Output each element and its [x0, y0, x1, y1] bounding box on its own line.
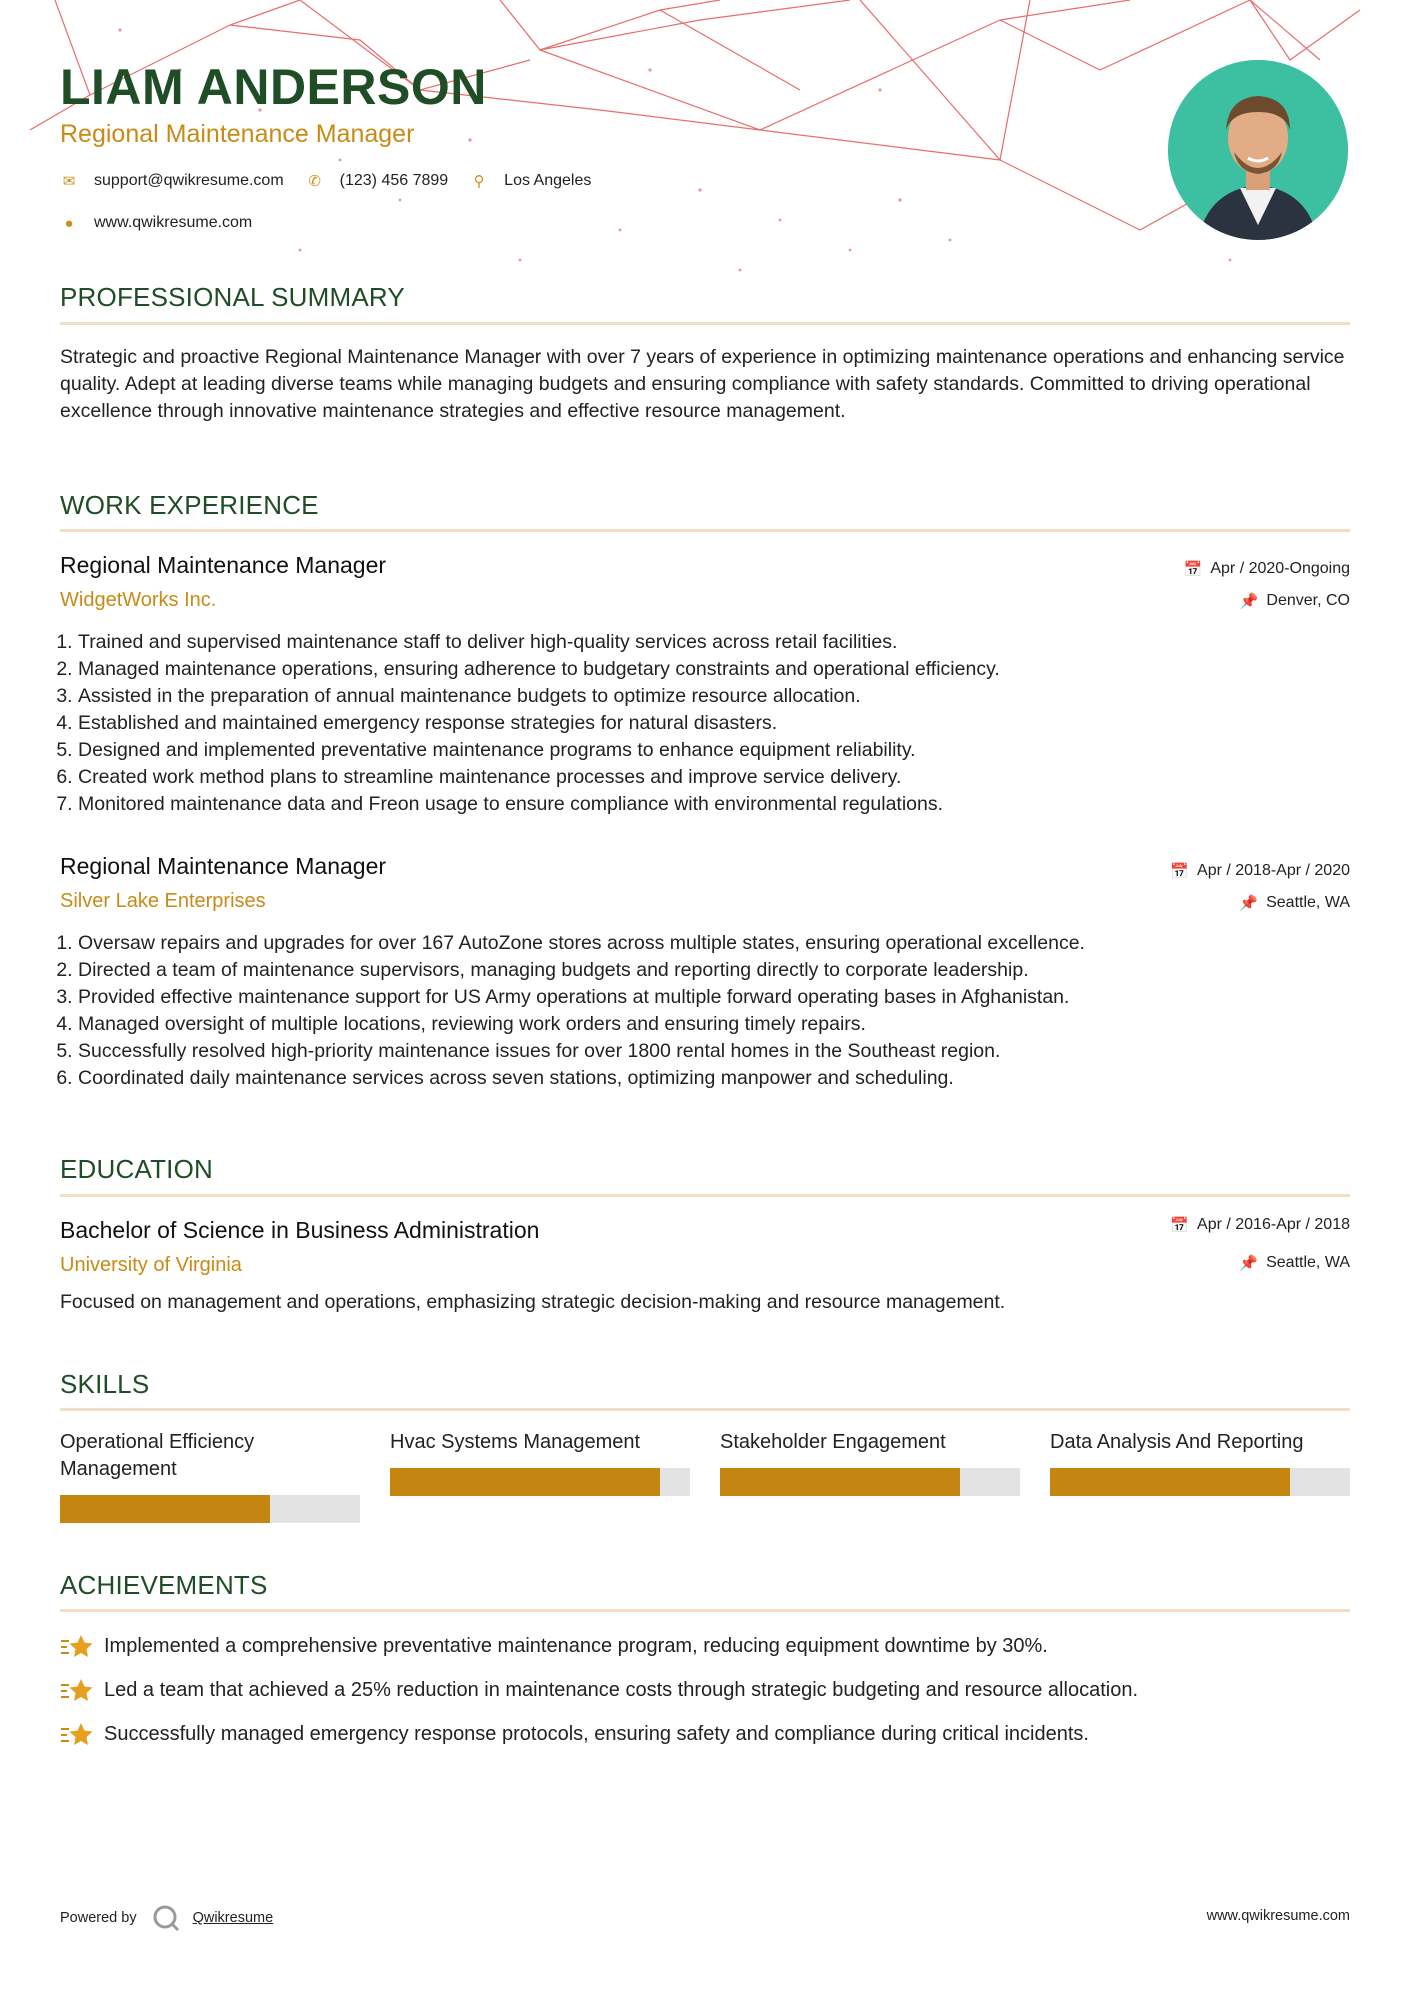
job-company: Silver Lake Enterprises	[60, 890, 266, 912]
contact-phone	[306, 172, 449, 190]
list-item: 5. Designed and implemented preventative maintenance programs to enhance equipment reliability.	[78, 737, 1348, 764]
achievement-text: Successfully managed emergency response protocols, ensuring safety and compliance during critical incidents.	[104, 1722, 1089, 1745]
skill-item	[1050, 1429, 1350, 1456]
achievements-heading: ACHIEVEMENTS	[60, 1570, 268, 1600]
profile-photo	[1168, 60, 1348, 240]
envelope-icon: ✉	[62, 173, 76, 190]
star-badge-icon	[60, 1632, 94, 1660]
summary-heading: PROFESSIONAL SUMMARY	[60, 282, 405, 312]
calendar-icon: 📅	[1170, 863, 1190, 880]
list-item: 5. Successfully resolved high-priority maintenance issues for over 1800 rental homes in the Southeast region.	[78, 1038, 1348, 1065]
location-text: Los Angeles	[504, 172, 592, 189]
phone-text: (123) 456 7899	[339, 172, 449, 189]
job-location	[1240, 592, 1350, 610]
job-dates-text: Apr / 2018-Apr / 2020	[1197, 862, 1350, 879]
skills-heading: SKILLS	[60, 1369, 150, 1399]
footer-powered-by	[60, 1903, 273, 1933]
job-title: Regional Maintenance Manager	[60, 853, 387, 879]
achievement-item	[60, 1676, 1138, 1704]
brand-link[interactable]: Qwikresume	[192, 1910, 274, 1926]
skill-bar-fill	[390, 1468, 660, 1496]
skill-bar	[1050, 1468, 1350, 1496]
experience-divider	[60, 529, 1350, 532]
job-responsibilities	[60, 930, 1348, 1092]
contact-website[interactable]	[60, 214, 252, 232]
job-location-text: Denver, CO	[1266, 592, 1350, 609]
list-item: 4. Established and maintained emergency response strategies for natural disasters.	[78, 710, 1348, 737]
education-dates	[1170, 1216, 1350, 1234]
job-location	[1239, 894, 1350, 912]
calendar-icon: 📅	[1183, 561, 1203, 578]
list-item: 3. Assisted in the preparation of annual maintenance budgets to optimize resource allocation.	[78, 683, 1348, 710]
list-item: 2. Directed a team of maintenance supervisors, managing budgets and reporting directly to corporate leadership.	[78, 957, 1348, 984]
star-badge-icon	[60, 1720, 94, 1748]
website-text[interactable]: www.qwikresume.com	[94, 214, 253, 231]
contact-row-1	[60, 172, 613, 190]
skill-item	[390, 1429, 690, 1456]
qwikresume-logo-icon	[151, 1903, 181, 1933]
job-responsibilities	[60, 629, 1348, 818]
powered-by-label: Powered by	[60, 1910, 137, 1926]
achievement-item	[60, 1720, 1089, 1748]
degree-title: Bachelor of Science in Business Administration	[60, 1217, 540, 1243]
education-location	[1239, 1254, 1350, 1272]
education-heading: EDUCATION	[60, 1154, 213, 1184]
achievement-item	[60, 1632, 1048, 1660]
list-item: 2. Managed maintenance operations, ensuring adherence to budgetary constraints and operational efficiency.	[78, 656, 1348, 683]
achievement-text: Led a team that achieved a 25% reduction in maintenance costs through strategic budgeting and resource allocation.	[104, 1678, 1138, 1701]
achievement-text: Implemented a comprehensive preventative maintenance program, reducing equipment downtime by 30%.	[104, 1634, 1048, 1657]
education-location-text: Seattle, WA	[1266, 1254, 1350, 1271]
footer-website[interactable]: www.qwikresume.com	[1206, 1908, 1350, 1924]
job-dates	[1170, 862, 1350, 880]
star-badge-icon	[60, 1676, 94, 1704]
list-item: 3. Provided effective maintenance support for US Army operations at multiple forward operating bases in Afghanistan.	[78, 984, 1348, 1011]
list-item: 6. Coordinated daily maintenance services across seven stations, optimizing manpower and scheduling.	[78, 1065, 1348, 1092]
education-divider	[60, 1194, 1350, 1197]
job-location-text: Seattle, WA	[1266, 894, 1350, 911]
pushpin-icon: 📌	[1239, 1255, 1259, 1272]
skill-bar	[60, 1495, 360, 1523]
pushpin-icon: 📌	[1239, 895, 1259, 912]
contact-row-2	[60, 214, 274, 232]
calendar-icon: 📅	[1170, 1217, 1190, 1234]
skill-item	[60, 1429, 360, 1483]
skill-bar-fill	[60, 1495, 270, 1523]
candidate-name: LIAM ANDERSON	[60, 59, 487, 115]
skill-name: Stakeholder Engagement	[720, 1431, 946, 1453]
map-pin-icon: ⚲	[473, 173, 485, 190]
summary-divider	[60, 322, 1350, 325]
skill-name: Data Analysis And Reporting	[1050, 1431, 1304, 1453]
candidate-role: Regional Maintenance Manager	[60, 120, 415, 148]
summary-text: Strategic and proactive Regional Maintenance Manager with over 7 years of experience in optimizing maintenance operations and enhancing service quality. Adept at leading diverse teams while managing budgets and ensuring compliance with safety standards. Committed to driving operational excellence through innovative maintenance strategies and effective resource management.	[60, 346, 1345, 422]
list-item: 1. Oversaw repairs and upgrades for over 167 AutoZone stores across multiple states, ensuring operational excellence.	[78, 930, 1348, 957]
email-text[interactable]: support@qwikresume.com	[94, 172, 284, 189]
list-item: 6. Created work method plans to streamline maintenance processes and improve service delivery.	[78, 764, 1348, 791]
avatar-illustration	[1168, 60, 1348, 240]
education-dates-text: Apr / 2016-Apr / 2018	[1197, 1216, 1350, 1233]
skills-divider	[60, 1408, 1350, 1411]
skill-item	[720, 1429, 1020, 1456]
skill-bar	[720, 1468, 1020, 1496]
contact-email[interactable]	[60, 172, 284, 190]
education-description: Focused on management and operations, emphasizing strategic decision-making and resource management.	[60, 1291, 1006, 1313]
list-item: 1. Trained and supervised maintenance staff to deliver high-quality services across retail facilities.	[78, 629, 1348, 656]
job-company: WidgetWorks Inc.	[60, 589, 217, 611]
contact-location	[470, 172, 591, 190]
school-name: University of Virginia	[60, 1254, 242, 1276]
skill-name: Operational Efficiency Management	[60, 1431, 255, 1480]
skill-bar-fill	[720, 1468, 960, 1496]
list-item: 7. Monitored maintenance data and Freon usage to ensure compliance with environmental regulations.	[78, 791, 1348, 818]
job-title: Regional Maintenance Manager	[60, 552, 387, 578]
phone-icon: ✆	[308, 173, 321, 190]
list-item: 4. Managed oversight of multiple locations, reviewing work orders and ensuring timely repairs.	[78, 1011, 1348, 1038]
job-dates	[1184, 560, 1350, 578]
globe-icon: ●	[64, 214, 74, 232]
achievements-divider	[60, 1609, 1350, 1612]
pushpin-icon: 📌	[1239, 593, 1259, 610]
skill-bar	[390, 1468, 690, 1496]
job-dates-text: Apr / 2020-Ongoing	[1210, 560, 1350, 577]
skill-bar-fill	[1050, 1468, 1290, 1496]
experience-heading: WORK EXPERIENCE	[60, 490, 319, 520]
skill-name: Hvac Systems Management	[390, 1431, 641, 1453]
